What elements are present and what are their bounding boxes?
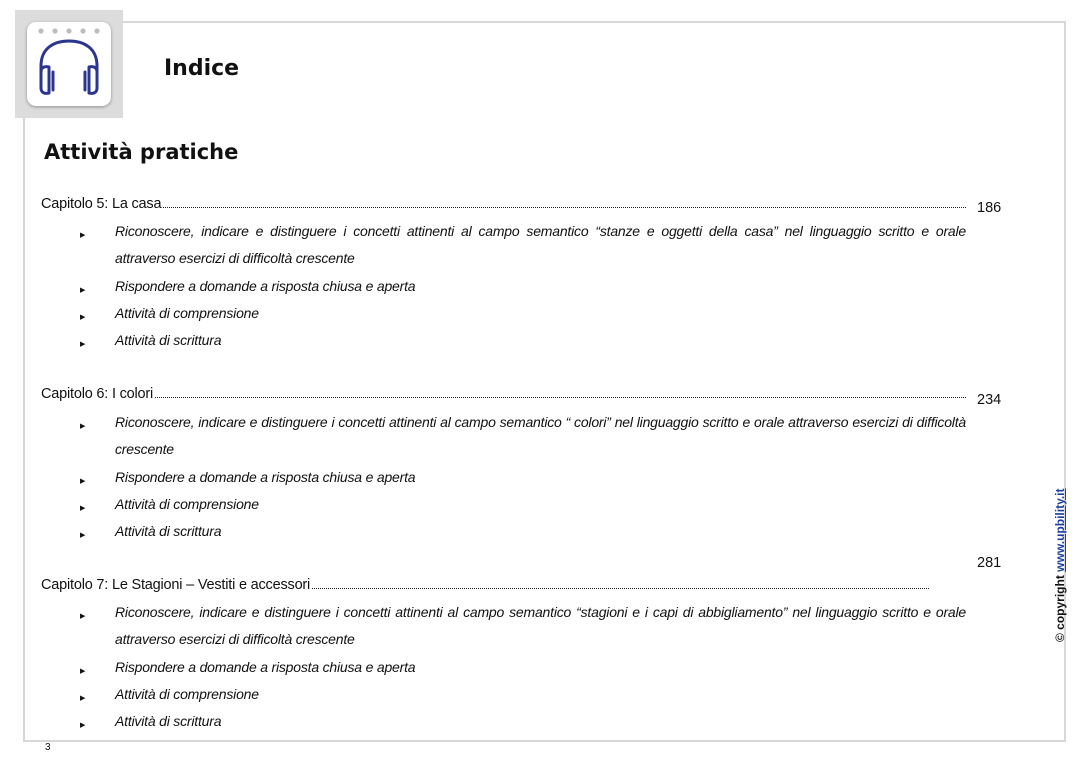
list-item: ▶ Attività di scrittura [80, 327, 966, 354]
page-number: 3 [45, 742, 51, 753]
list-item: ▶ Attività di scrittura [80, 708, 966, 735]
chapter-7-items [80, 599, 966, 735]
list-item: ▶ Riconoscere, indicare e distinguere i concetti attinenti al campo semantico “stagioni e i capi di abbigliamento” nel linguaggio scritto e orale attraverso esercizi di difficoltà crescente [80, 599, 966, 654]
chapter-label: Capitolo 7: Le Stagioni – Vestiti e accessori [41, 577, 311, 593]
chapter-6-page: 234 [977, 392, 1002, 408]
list-item: ▶ Attività di comprensione [80, 681, 966, 708]
chapter-5-heading[interactable] [41, 196, 966, 212]
list-item: ▶ Attività di comprensione [80, 491, 966, 518]
bullet-icon: ▶ [80, 286, 86, 294]
logo [15, 10, 123, 118]
list-item: ▶ Rispondere a domande a risposta chiusa e aperta [80, 464, 966, 491]
dot-leader [163, 206, 966, 208]
bullet-icon: ▶ [80, 532, 86, 540]
notepad-card [27, 22, 111, 106]
copyright-text: © copyright [1053, 571, 1067, 642]
headphones-icon [27, 22, 111, 106]
copyright-link[interactable]: www.upbility.it [1053, 488, 1067, 572]
section-title: Attività pratiche [44, 140, 239, 164]
bullet-icon: ▶ [80, 423, 86, 430]
bullet-icon: ▶ [80, 341, 86, 349]
chapter-5-page: 186 [977, 200, 1002, 216]
page-title: Indice [164, 56, 240, 81]
bullet-icon: ▶ [80, 694, 86, 702]
list-item: ▶ Riconoscere, indicare e distinguere i concetti attinenti al campo semantico “ colori” nel linguaggio scritto e orale attraverso esercizi di difficoltà crescente [80, 409, 966, 464]
list-item: ▶ Rispondere a domande a risposta chiusa e aperta [80, 273, 966, 300]
bullet-icon: ▶ [80, 232, 86, 239]
chapter-6-heading[interactable] [41, 386, 966, 402]
chapter-5-items [80, 218, 966, 354]
bullet-icon: ▶ [80, 504, 86, 512]
chapter-6-items [80, 409, 966, 545]
bullet-icon: ▶ [80, 477, 86, 485]
dot-leader [155, 396, 966, 398]
list-item: ▶ Rispondere a domande a risposta chiusa e aperta [80, 654, 966, 681]
list-item: ▶ Attività di scrittura [80, 518, 966, 545]
dot-leader [312, 587, 929, 589]
bullet-icon: ▶ [80, 613, 86, 620]
bullet-icon: ▶ [80, 667, 86, 675]
list-item: ▶ Riconoscere, indicare e distinguere i concetti attinenti al campo semantico “stanze e oggetti della casa” nel linguaggio scritto e orale attraverso esercizi di difficoltà crescente [80, 218, 966, 273]
chapter-7-page: 281 [977, 555, 1002, 571]
chapter-7-heading[interactable] [41, 577, 929, 593]
chapter-label: Capitolo 6: I colori [41, 386, 154, 402]
copyright-notice [1053, 488, 1067, 642]
bullet-icon: ▶ [80, 313, 86, 321]
chapter-label: Capitolo 5: La casa [41, 196, 162, 212]
bullet-icon: ▶ [80, 722, 86, 730]
list-item: ▶ Attività di comprensione [80, 300, 966, 327]
